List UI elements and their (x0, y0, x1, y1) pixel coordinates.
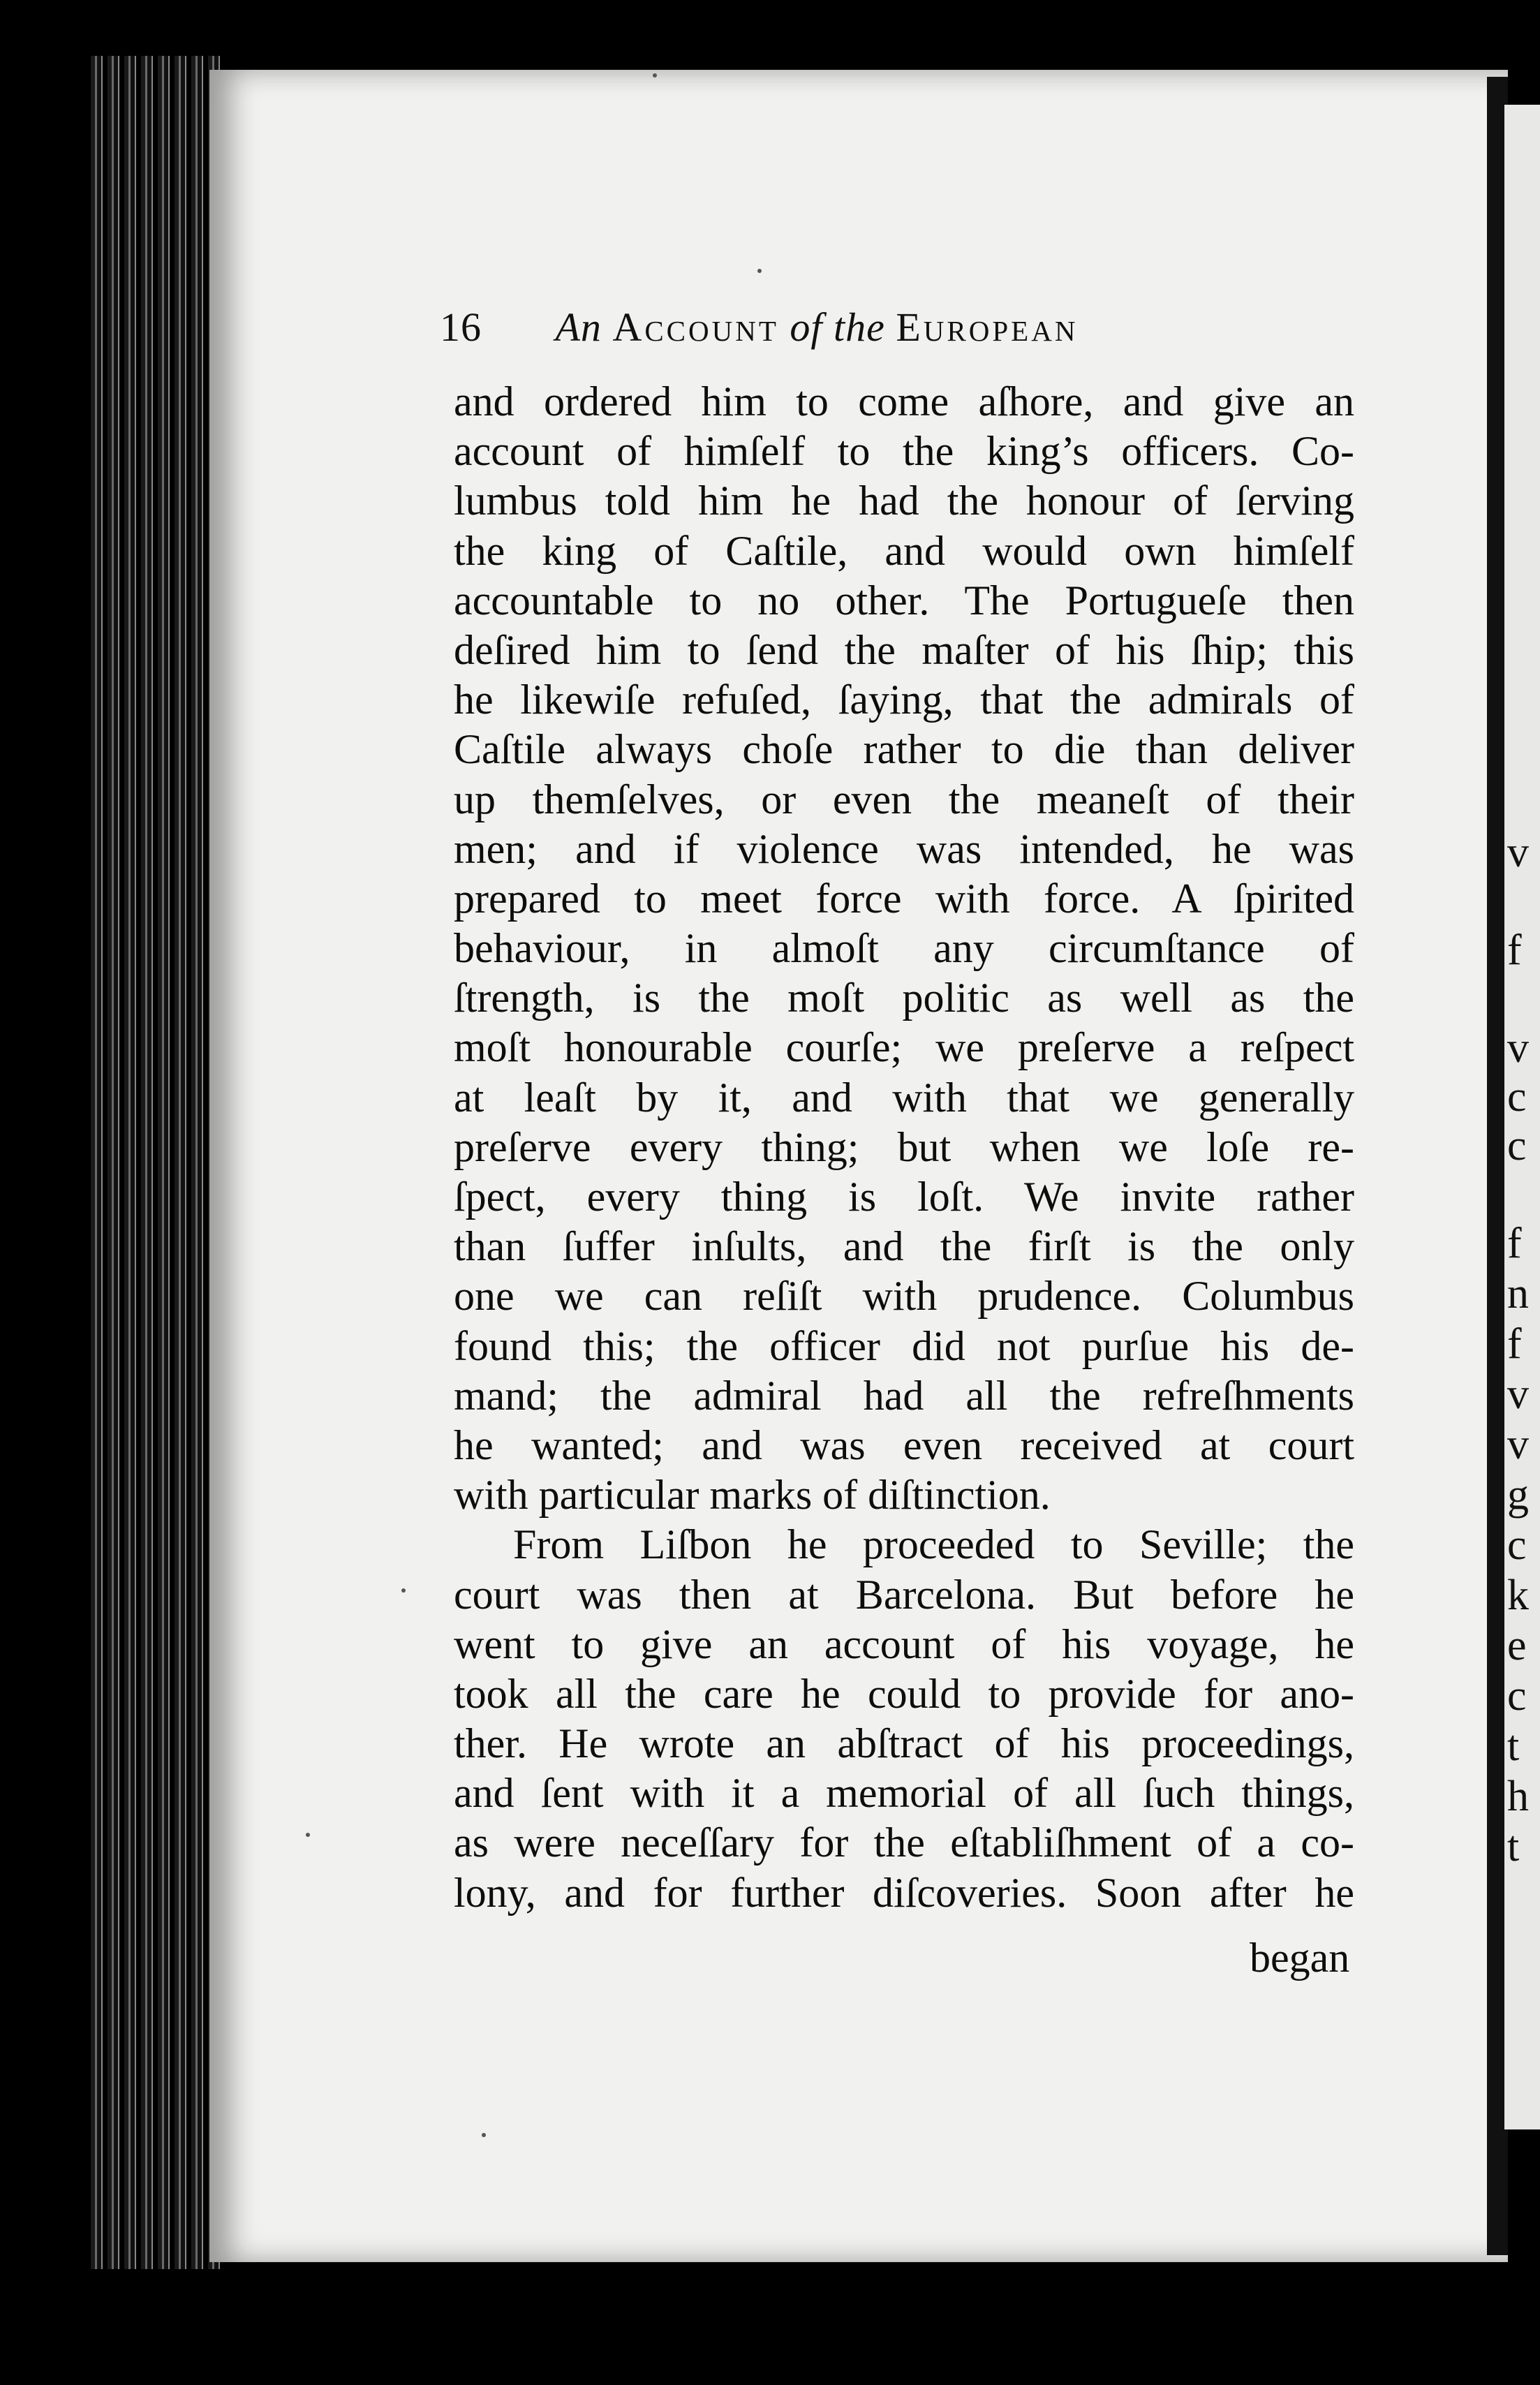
text-line: Caſtile always choſe rather to die than deliver (454, 726, 1354, 773)
header-word: of the (790, 304, 885, 350)
text-line: found this; the officer did not purſue his de- (454, 1322, 1354, 1369)
facing-letter: c (1507, 1073, 1527, 1121)
ink-speck (757, 269, 762, 273)
text-line: behaviour, in almoſt any circumſtance of (454, 925, 1354, 972)
facing-letter: c (1507, 1521, 1527, 1569)
ink-speck (306, 1833, 310, 1837)
text-line: mand; the admiral had all the refreſhments (454, 1372, 1354, 1419)
text-line: one we can reſiſt with prudence. Columbus (454, 1273, 1354, 1320)
text-line: men; and if violence was intended, he was (454, 825, 1354, 872)
text-line: ther. He wrote an abſtract of his proceedings, (454, 1720, 1354, 1767)
text-line: lony, and for further diſcoveries. Soon after he (454, 1869, 1354, 1916)
text-line: as were neceſſary for the eſtabliſhment of a co- (454, 1819, 1354, 1866)
text-line: prepared to meet force with force. A ſpirited (454, 875, 1354, 922)
facing-letter: g (1507, 1471, 1529, 1519)
text-line: the king of Caſtile, and would own himſelf (454, 527, 1354, 574)
facing-letter: v (1507, 1371, 1529, 1418)
facing-letter: f (1507, 1320, 1522, 1368)
ink-speck (482, 2133, 486, 2137)
facing-letter: f (1507, 1220, 1522, 1267)
text-line: went to give an account of his voyage, he (454, 1620, 1354, 1667)
page-edges (91, 56, 223, 2269)
text-line: court was then at Barcelona. But before he (454, 1571, 1354, 1618)
facing-letter: h (1507, 1773, 1529, 1820)
text-line: up themſelves, or even the meaneſt of their (454, 776, 1354, 822)
facing-letter: t (1507, 1722, 1520, 1770)
facing-letter: n (1507, 1270, 1529, 1317)
text-line: accountable to no other. The Portugueſe then (454, 577, 1354, 623)
text-line: deſired him to ſend the maſter of his ſhip; this (454, 626, 1354, 673)
header-word: An (555, 304, 602, 350)
text-line: ſtrength, is the moſt politic as well as the (454, 975, 1354, 1021)
ink-speck (401, 1588, 406, 1593)
page-number: 16 (440, 304, 482, 350)
text-line: preſerve every thing; but when we loſe re- (454, 1123, 1354, 1170)
ink-speck (653, 73, 657, 77)
text-line: took all the care he could to provide for ano- (454, 1670, 1354, 1717)
facing-letter: v (1507, 1421, 1529, 1468)
facing-letter: e (1507, 1622, 1527, 1669)
text-line: he likewiſe refuſed, ſaying, that the admirals of (454, 677, 1354, 723)
facing-letter: c (1507, 1122, 1527, 1169)
text-line: and ſent with it a memorial of all ſuch things, (454, 1770, 1354, 1817)
running-header (440, 304, 1347, 360)
header-word: Account (612, 304, 779, 350)
text-line: at leaſt by it, and with that we generally (454, 1074, 1354, 1121)
text-line: than ſuffer inſults, and the firſt is the only (454, 1223, 1354, 1270)
catchword: began (1250, 1935, 1350, 1981)
facing-letter: f (1507, 926, 1522, 974)
text-line: with particular marks of diſtinction. (454, 1472, 1051, 1519)
text-line: moſt honourable courſe; we preſerve a reſpect (454, 1024, 1354, 1071)
facing-letter: v (1507, 829, 1529, 876)
text-line: lumbus told him he had the honour of ſerving (454, 478, 1354, 524)
header-word: European (896, 304, 1079, 350)
facing-letter: c (1507, 1672, 1527, 1720)
facing-page-fragment (1504, 105, 1540, 2129)
facing-letter: k (1507, 1572, 1529, 1619)
facing-letter: v (1507, 1024, 1529, 1072)
text-line: he wanted; and was even received at court (454, 1422, 1354, 1468)
text-line: and ordered him to come aſhore, and give an (454, 378, 1354, 424)
body-text (454, 377, 1354, 1918)
facing-letter: t (1507, 1823, 1520, 1870)
text-line: From Liſbon he proceeded to Seville; the (513, 1521, 1354, 1568)
text-line: ſpect, every thing is loſt. We invite rather (454, 1174, 1354, 1220)
text-line: account of himſelf to the king’s officers. Co- (454, 428, 1354, 475)
